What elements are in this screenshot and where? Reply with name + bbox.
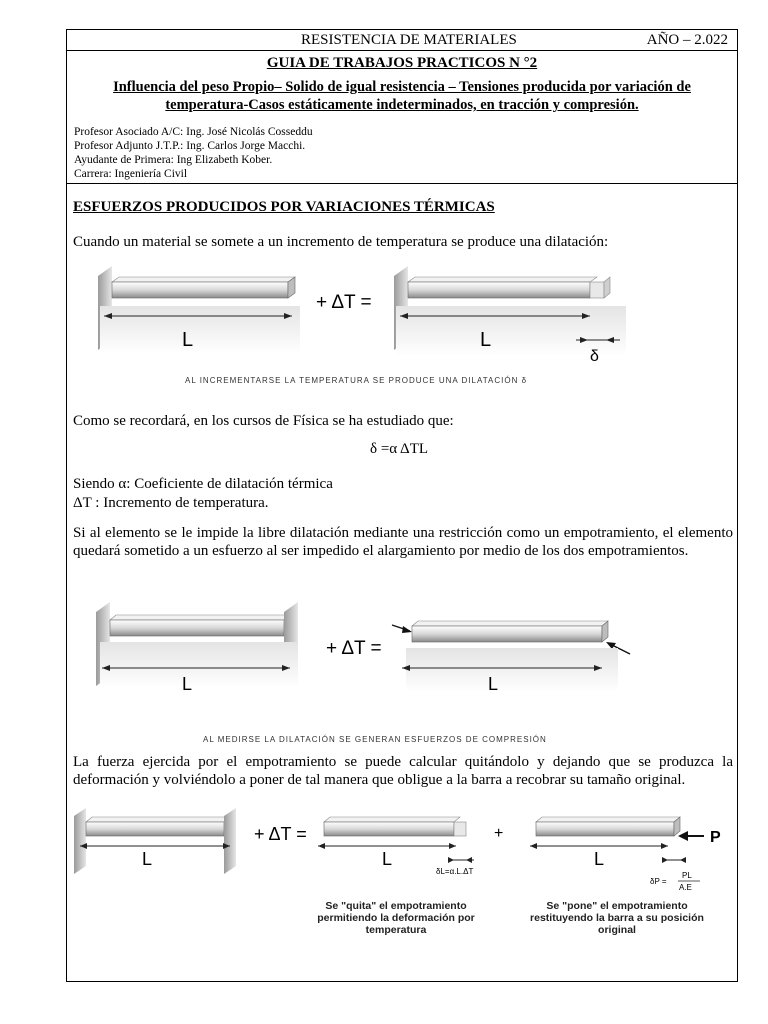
definition-delta-t: ΔT : Incremento de temperatura. (73, 495, 269, 511)
delta-l-formula: δL=α.L.ΔT (436, 867, 474, 876)
paragraph-force: La fuerza ejercida por el empotramiento se puede calcular quitándolo y dejando que se produzca la deformación y volviéndolo a poner de tal manera que obligue a la barra a recobrar su tamaño original. (73, 754, 733, 788)
compression-arrow-left (392, 625, 412, 633)
delta-p-dimension (662, 857, 686, 863)
delta-p-label: δP = (650, 877, 667, 886)
bar-with-force (536, 817, 680, 836)
section-title: ESFUERZOS PRODUCIDOS POR VARIACIONES TÉRMICAS (73, 199, 495, 215)
guide-title: GUIA DE TRABAJOS PRACTICOS N °2 (266, 55, 538, 71)
definition-alpha: Siendo α: Coeficiente de dilatación térmica (73, 476, 333, 492)
staff-list (74, 125, 313, 181)
plus-sign: + (494, 825, 504, 842)
figure-caption: AL MEDIRSE LA DILATACIÓN SE GENERAN ESFUERZOS DE COMPRESIÓN (203, 735, 547, 744)
delta-p-numerator: PL (682, 871, 692, 880)
bar-before (112, 277, 295, 298)
length-label: L (182, 329, 194, 351)
note-restore-support: Se "pone" el empotramiento restituyendo la barra a su posición original (530, 900, 704, 936)
free-bar (324, 817, 466, 836)
paragraph-physics: Como se recordará, en los cursos de Física se ha estudiado que: (73, 413, 454, 429)
length-label: L (382, 849, 393, 869)
figure-superposition (70, 802, 730, 894)
bar-shadow (100, 642, 298, 688)
staff-line: Profesor Asociado A/C: Ing. José Nicolás Cosseddu (74, 126, 313, 138)
note-remove-support: Se "quita" el empotramiento permitiendo la deformación por temperatura (317, 900, 475, 936)
header-row (67, 30, 737, 51)
restrained-bar (110, 615, 290, 636)
fixed-wall (74, 808, 86, 874)
delta-l-dimension (448, 857, 474, 863)
bar-shadow (406, 648, 618, 692)
guide-subtitle: Influencia del peso Propio– Solido de igual resistencia – Tensiones producida por variación de temperatura-Casos estáticamente indeterminados, en tracción y compresión. (113, 79, 691, 113)
figure-free-dilation (90, 262, 640, 372)
staff-line: Profesor Adjunto J.T.P.: Ing. Carlos Jorge Macchi. (74, 140, 306, 152)
force-arrow (678, 831, 704, 841)
dilation-formula: δ =α ΔTL (370, 441, 429, 457)
length-label: L (480, 329, 492, 351)
paragraph-dilation-intro: Cuando un material se somete a un incremento de temperatura se produce una dilatación: (73, 234, 609, 250)
restrained-bar (86, 817, 230, 836)
bar-after (408, 277, 610, 298)
staff-line: Carrera: Ingeniería Civil (74, 168, 188, 180)
figure-restrained-bar (90, 598, 640, 698)
length-label: L (182, 674, 193, 694)
length-label: L (594, 849, 605, 869)
plus-delta-t-label: + ΔT = (316, 292, 372, 313)
figure-caption: AL INCREMENTARSE LA TEMPERATURA SE PRODUCE UNA DILATACIÓN δ (185, 376, 528, 385)
header-box (67, 51, 737, 184)
length-dimension (80, 843, 230, 849)
fixed-wall (224, 808, 236, 874)
plus-delta-t-label: + ΔT = (326, 638, 382, 659)
length-label: L (488, 674, 499, 694)
plus-delta-t-label: + ΔT = (254, 824, 307, 844)
paragraph-restriction: Si al elemento se le impide la libre dilatación mediante una restricción como un empotramiento, el elemento quedará sometido a un esfuerzo al ser impedido el alargamiento por medio de los dos empotramientos. (73, 525, 733, 559)
course-year: AÑO – 2.022 (646, 32, 728, 48)
staff-line: Ayudante de Primera: Ing Elizabeth Kober. (74, 154, 273, 166)
bar-shadow (100, 306, 300, 354)
subject-name: RESISTENCIA DE MATERIALES (301, 32, 517, 48)
delta-label: δ (590, 348, 599, 365)
delta-p-denominator: A.E (679, 883, 692, 892)
force-label: P (710, 829, 721, 846)
length-label: L (142, 849, 153, 869)
compressed-bar (412, 621, 608, 642)
